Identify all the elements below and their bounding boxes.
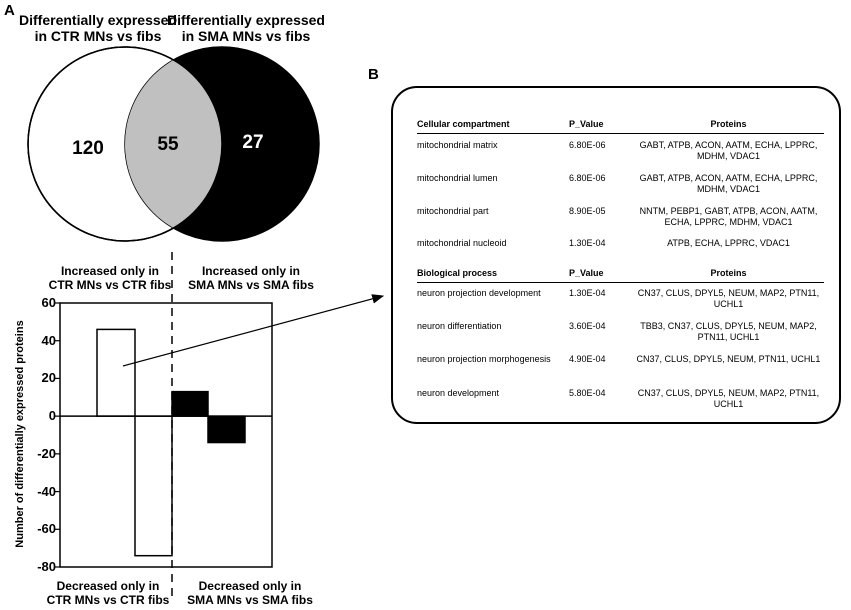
go-term: neuron development [417,388,500,398]
protein-list: CN37, CLUS, DPYL5, NEUM, MAP2, PTN11, UCHL1 [637,288,820,309]
y-tick-label: 40 [41,332,56,348]
venn-left-title-line1: Differentially expressed [19,12,177,28]
caption-increased-sma-line1: Increased only in [201,264,301,278]
y-tick-label: 0 [48,408,56,424]
caption-decreased-ctr-line2: CTR MNs vs CTR fibs [46,593,170,607]
section-header-cellular [417,119,824,134]
header-category: Cellular compartment [417,119,569,134]
table-row [417,238,824,268]
venn-right-title-line1: Differentially expressed [167,12,325,28]
table-row [417,321,824,354]
header-proteins: Proteins [633,119,824,134]
y-tick-label: 60 [41,295,56,310]
caption-increased-ctr-line2: CTR MNs vs CTR fibs [48,278,172,292]
bar-3 [172,392,208,417]
table-row [417,140,824,173]
table-row [417,206,824,238]
y-tick-label: -40 [37,483,56,499]
panel-b-letter: B [368,66,379,83]
protein-list: TBB3, CN37, CLUS, DPYL5, NEUM, MAP2, PTN11, UCHL1 [640,321,817,342]
go-term: neuron differentiation [417,321,502,331]
header-pvalue: P_Value [569,268,633,283]
caption-decreased-ctr-line1: Decreased only in [56,579,160,593]
bar-2 [135,416,172,556]
venn-left-count: 120 [72,138,104,159]
p-value: 1.30E-04 [569,288,606,298]
bar-1 [97,329,135,416]
venn-right-title-line2: in SMA MNs vs fibs [181,28,311,44]
go-term: neuron projection morphogenesis [417,354,551,364]
venn-overlap-count: 55 [157,134,179,155]
p-value: 3.60E-04 [569,321,606,331]
p-value: 8.90E-05 [569,205,606,216]
y-tick-label: -60 [37,521,56,537]
header-pvalue: P_Value [569,119,633,134]
caption-decreased-sma-line2: SMA MNs vs SMA fibs [187,593,313,607]
p-value: 1.30E-04 [569,237,606,248]
p-value: 4.90E-04 [569,354,606,364]
section-header-biological [417,268,824,283]
p-value: 6.80E-06 [569,172,606,183]
y-tick-label: -80 [37,559,56,574]
y-tick-label: -20 [37,445,56,461]
table-row [417,173,824,206]
panel-a-letter: A [4,2,15,19]
protein-list: NNTM, PEBP1, GABT, ATPB, ACON, AATM, ECHA, LPPRC, MDHM, VDAC1 [639,205,818,227]
table-row [417,288,824,321]
p-value: 5.80E-04 [569,388,606,398]
go-term: mitochondrial nucleoid [417,237,507,248]
header-category: Biological process [417,268,569,283]
go-enrichment-box [391,86,841,424]
protein-list: ATPB, ECHA, LPPRC, VDAC1 [667,237,790,248]
go-term: neuron projection development [417,288,541,298]
go-term: mitochondrial lumen [417,172,498,183]
venn-right-count: 27 [242,132,264,153]
go-enrichment-table [417,119,824,418]
go-term: mitochondrial part [417,205,489,216]
go-term: mitochondrial matrix [417,139,498,150]
y-axis-label: Number of differentially expressed proteins [14,320,26,548]
table-row [417,388,824,418]
protein-list: GABT, ATPB, ACON, AATM, ECHA, LPPRC, MDHM, VDAC1 [639,139,818,161]
venn-left-title-line2: in CTR MNs vs fibs [34,28,162,44]
caption-increased-ctr-line1: Increased only in [60,264,160,278]
caption-decreased-sma-line1: Decreased only in [198,579,302,593]
table-row [417,354,824,388]
p-value: 6.80E-06 [569,139,606,150]
protein-list: GABT, ATPB, ACON, AATM, ECHA, LPPRC, MDHM, VDAC1 [639,172,818,194]
protein-list: CN37, CLUS, DPYL5, NEUM, MAP2, PTN11, UCHL1 [637,388,820,409]
bar-4 [208,416,245,442]
header-proteins: Proteins [633,268,824,283]
caption-increased-sma-line2: SMA MNs vs SMA fibs [188,278,314,292]
y-tick-label: 20 [41,370,56,386]
protein-list: CN37, CLUS, DPYL5, NEUM, PTN11, UCHL1 [636,354,821,364]
